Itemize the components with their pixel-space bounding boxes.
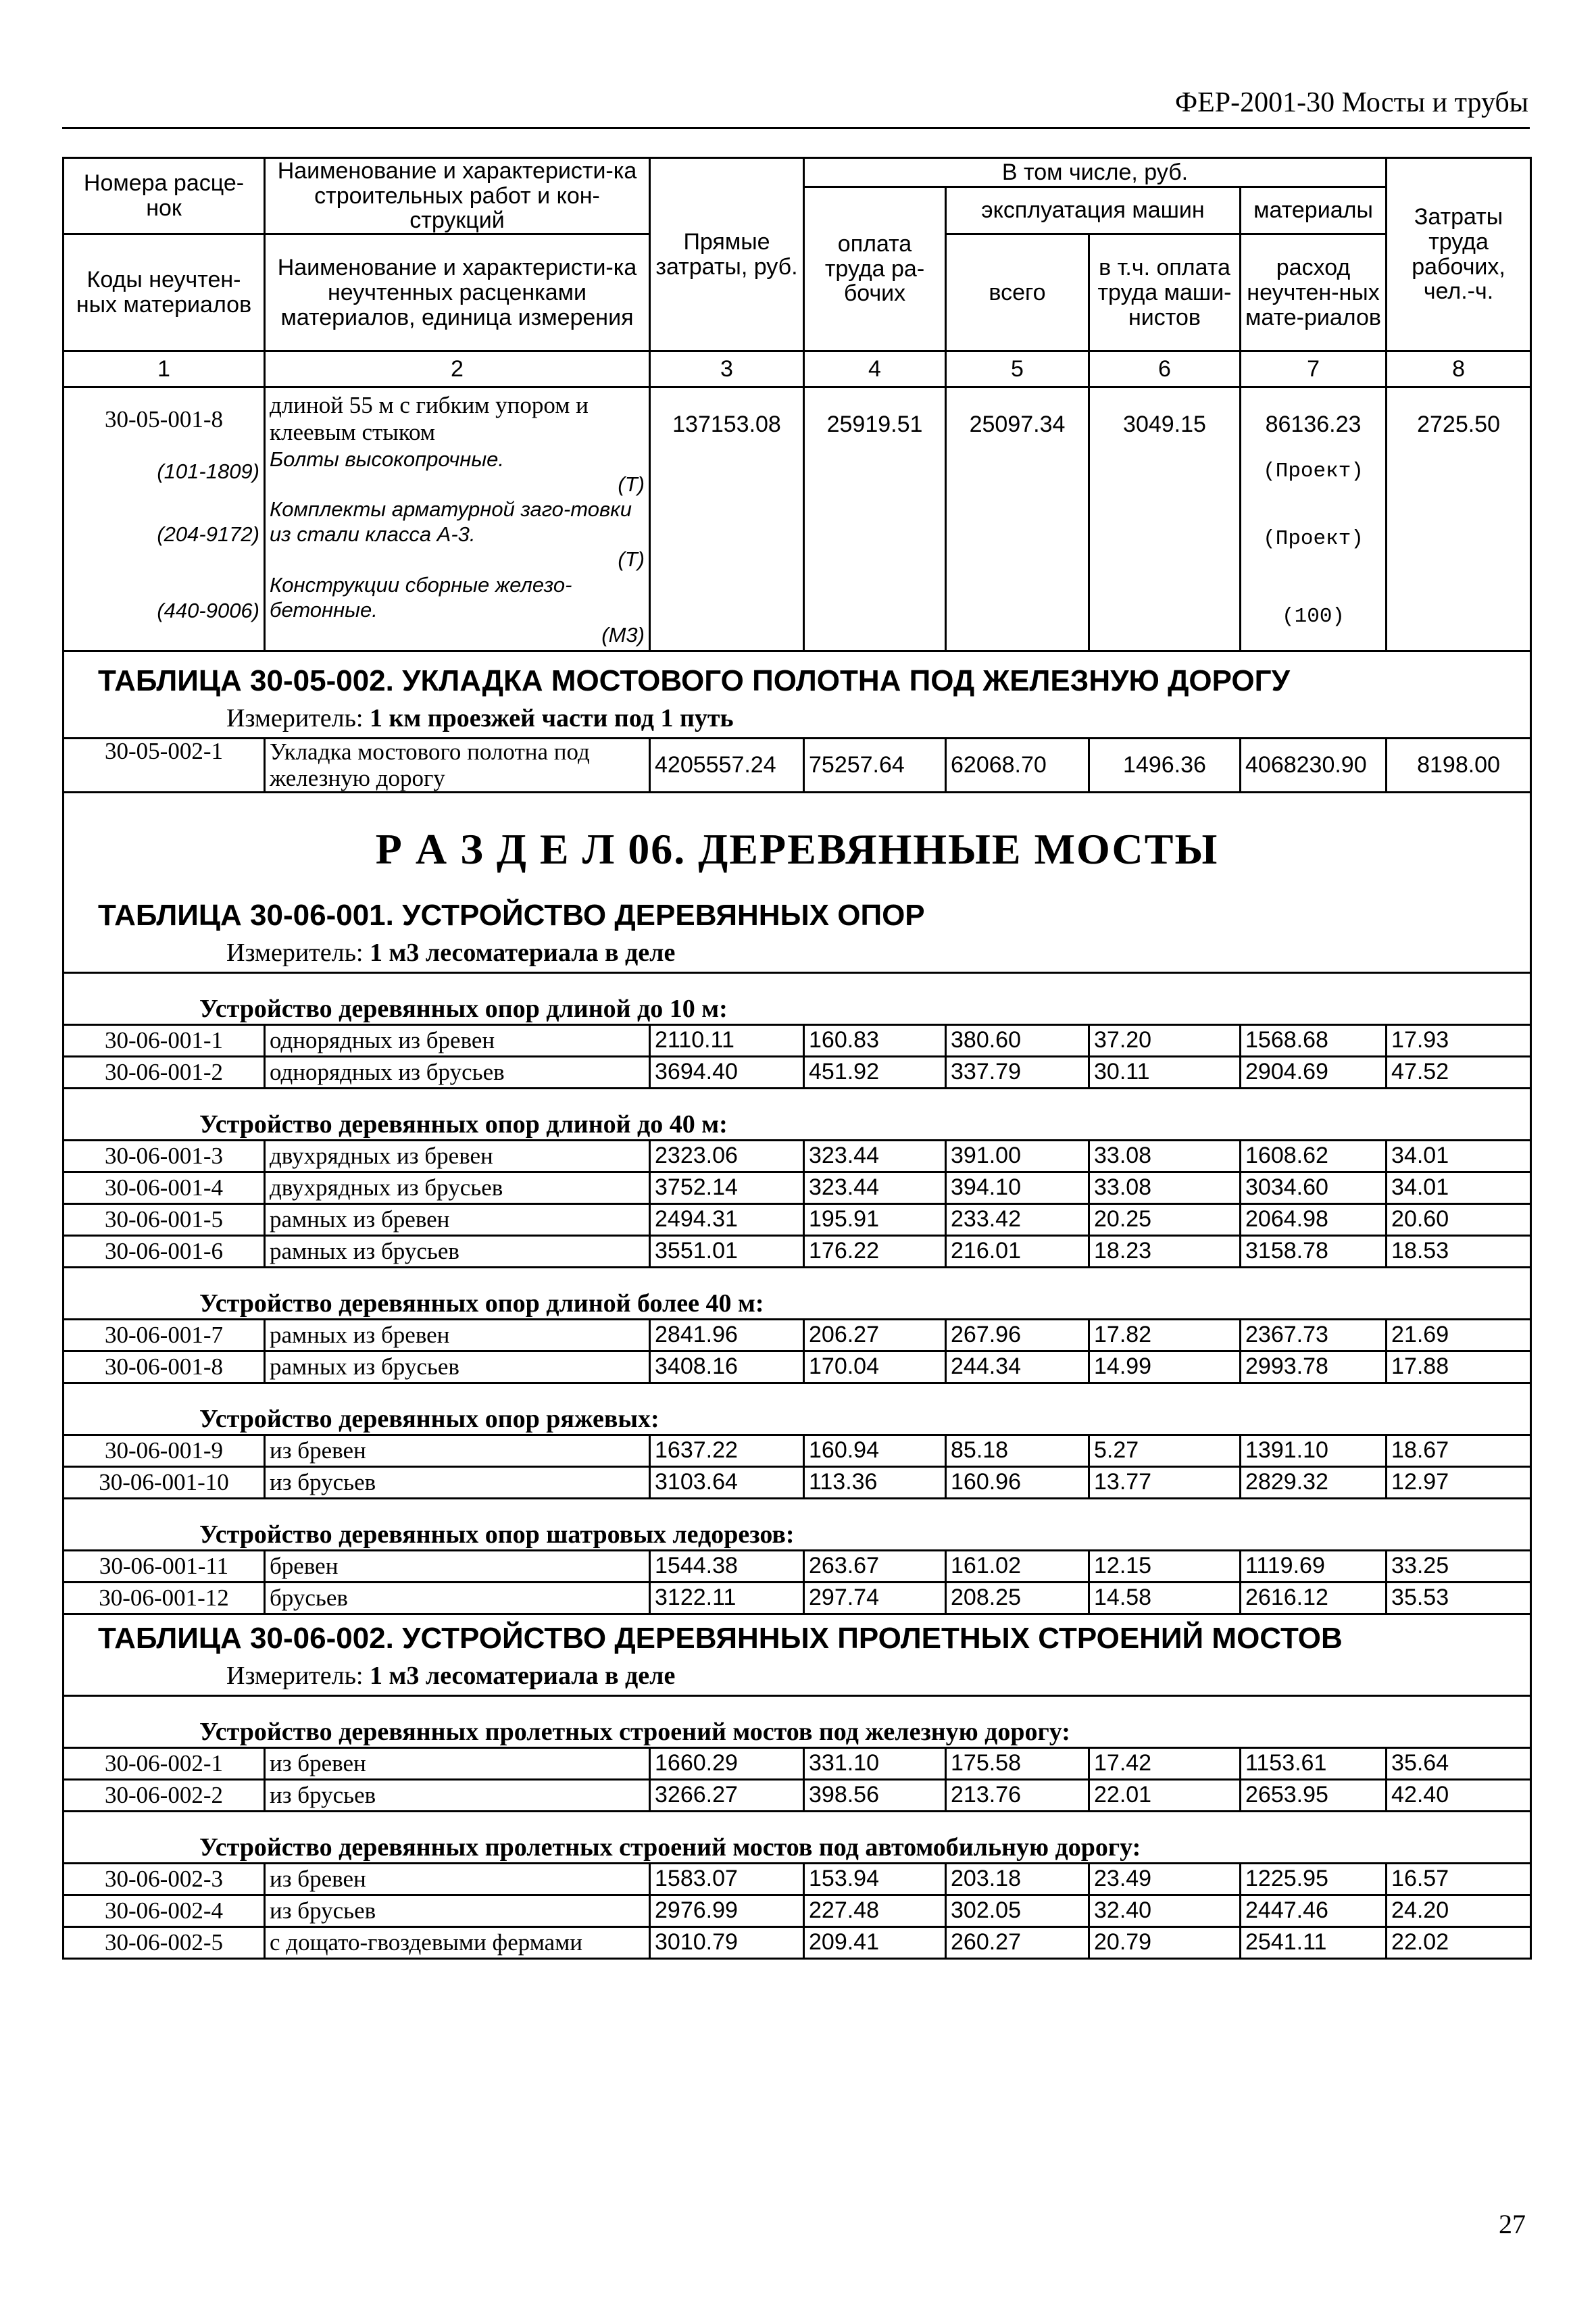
row-name: из бревен [265,1748,650,1780]
row-labor-cost: 18.67 [1387,1435,1531,1467]
col-num-6: 6 [1089,351,1241,387]
table-06-002-title: ТАБЛИЦА 30-06-002. УСТРОЙСТВО ДЕРЕВЯННЫХ ПРОЛЕТНЫХ СТРОЕНИЙ МОСТОВ [64,1614,1531,1660]
col-num-2: 2 [265,351,650,387]
row-machines: 391.00 [946,1141,1089,1172]
row-machines: 394.10 [946,1172,1089,1204]
col-materials: материалы [1241,187,1387,234]
meter-value: 1 м3 лесоматериала в деле [370,939,676,968]
material-name-text: Конструкции сборные железо-бетонные. [270,572,572,622]
col-num-3: 3 [650,351,804,387]
row-machines: 244.34 [946,1351,1089,1383]
row-code: 30-06-001-11 [64,1551,265,1583]
row-labor-cost: 24.20 [1387,1895,1531,1927]
table-row [64,1057,1531,1089]
row-machines-labor: 18.23 [1089,1236,1241,1268]
meter-value: 1 км проезжей части под 1 путь [370,704,734,733]
row-direct: 3266.27 [650,1780,804,1812]
row-labor: 176.22 [804,1236,946,1268]
col-num-1: 1 [64,351,265,387]
row-direct: 3752.14 [650,1172,804,1204]
row-machines: 380.60 [946,1025,1089,1057]
material-name-text: Болты высокопрочные. [270,447,504,471]
row-direct: 3551.01 [650,1236,804,1268]
row-code: 30-06-002-3 [64,1864,265,1895]
row-machines: 175.58 [946,1748,1089,1780]
row-direct: 1637.22 [650,1435,804,1467]
row-machines: 260.27 [946,1927,1089,1959]
prev-material-row [64,572,1531,651]
material-unit: (Т) [618,472,645,496]
table-row [64,1780,1531,1812]
row-materials: 4068230.90 [1241,739,1387,793]
material-unit: (Т) [618,547,645,572]
row-code: 30-06-001-7 [64,1320,265,1351]
group-heading: Устройство деревянных опор длиной до 40 м: [64,1089,1531,1141]
prev-labor: 25919.51 [804,387,946,447]
row-machines-labor: 22.01 [1089,1780,1241,1812]
row-code: 30-05-002-1 [64,739,265,793]
row-labor-cost: 18.53 [1387,1236,1531,1268]
row-materials: 2829.32 [1241,1467,1387,1499]
row-materials: 2447.46 [1241,1895,1387,1927]
col-name-bottom: Наименование и характеристи-ка неучтенных расценками материалов, единица измерения [265,234,650,351]
row-code: 30-06-001-12 [64,1583,265,1614]
material-value: (100) [1241,572,1387,651]
row-machines-labor: 1496.36 [1089,739,1241,793]
row-labor: 160.83 [804,1025,946,1057]
row-labor-cost: 22.02 [1387,1927,1531,1959]
row-machines-labor: 17.42 [1089,1748,1241,1780]
col-materials-sub: расход неучтен-ных мате-риалов [1241,234,1387,351]
row-direct: 3103.64 [650,1467,804,1499]
row-machines-labor: 33.08 [1089,1141,1241,1172]
row-materials: 2653.95 [1241,1780,1387,1812]
row-code: 30-06-001-1 [64,1025,265,1057]
col-codes-top: Номера расце-нок [64,158,265,234]
row-machines: 216.01 [946,1236,1089,1268]
section-title: Р А З Д Е Л 06. ДЕРЕВЯННЫЕ МОСТЫ [64,793,1531,899]
row-machines-labor: 23.49 [1089,1864,1241,1895]
material-code: (204-9172) [64,497,265,572]
row-materials: 3158.78 [1241,1236,1387,1268]
col-num-5: 5 [946,351,1089,387]
row-labor-cost: 34.01 [1387,1172,1531,1204]
row-machines-labor: 30.11 [1089,1057,1241,1089]
material-name [265,447,650,497]
row-code: 30-06-001-4 [64,1172,265,1204]
row-materials: 2904.69 [1241,1057,1387,1089]
table-row [64,1320,1531,1351]
row-code: 30-06-002-5 [64,1927,265,1959]
running-header-title: ФЕР-2001-30 Мосты и трубы [1174,87,1528,118]
row-labor-cost: 17.93 [1387,1025,1531,1057]
row-machines-labor: 20.25 [1089,1204,1241,1236]
row-name: Укладка мостового полотна под железную дорогу [265,739,650,793]
table-06-001-meter [64,937,1531,973]
row-name: бревен [265,1551,650,1583]
row-labor: 451.92 [804,1057,946,1089]
row-name: из брусьев [265,1780,650,1812]
table-row [64,739,1531,793]
row-machines: 85.18 [946,1435,1089,1467]
row-materials: 1153.61 [1241,1748,1387,1780]
table-row [64,1927,1531,1959]
row-materials: 1568.68 [1241,1025,1387,1057]
material-unit: (М3) [601,622,645,647]
prev-machines-labor: 3049.15 [1089,387,1241,447]
table-row [64,1864,1531,1895]
prev-materials: 86136.23 [1241,387,1387,447]
row-labor-cost: 33.25 [1387,1551,1531,1583]
row-name: однорядных из брусьев [265,1057,650,1089]
col-incl: В том числе, руб. [804,158,1387,187]
row-name: однорядных из бревен [265,1025,650,1057]
group-heading: Устройство деревянных опор длиной более 40 м: [64,1268,1531,1320]
row-name: двухрядных из брусьев [265,1172,650,1204]
row-materials: 2541.11 [1241,1927,1387,1959]
col-codes-bottom: Коды неучтен-ных материалов [64,234,265,351]
row-code: 30-06-001-8 [64,1351,265,1383]
group-heading: Устройство деревянных пролетных строений мостов под железную дорогу: [64,1696,1531,1748]
row-name: из брусьев [265,1895,650,1927]
row-labor-cost: 35.53 [1387,1583,1531,1614]
table-row [64,1025,1531,1057]
row-name: рамных из бревен [265,1204,650,1236]
row-labor-cost: 21.69 [1387,1320,1531,1351]
table-row [64,1236,1531,1268]
prev-machines: 25097.34 [946,387,1089,447]
row-name: из бревен [265,1435,650,1467]
row-materials: 2993.78 [1241,1351,1387,1383]
row-machines: 160.96 [946,1467,1089,1499]
row-machines-labor: 20.79 [1089,1927,1241,1959]
row-direct: 3694.40 [650,1057,804,1089]
row-direct: 2841.96 [650,1320,804,1351]
prev-material-row [64,497,1531,572]
row-materials: 2064.98 [1241,1204,1387,1236]
page-number: 27 [1499,2209,1526,2239]
row-code: 30-06-001-2 [64,1057,265,1089]
row-labor: 113.36 [804,1467,946,1499]
col-num-4: 4 [804,351,946,387]
table-row [64,1172,1531,1204]
row-code: 30-06-002-4 [64,1895,265,1927]
prev-material-row [64,447,1531,497]
row-materials: 2616.12 [1241,1583,1387,1614]
table-row [64,1583,1531,1614]
row-labor-cost: 34.01 [1387,1141,1531,1172]
row-materials: 2367.73 [1241,1320,1387,1351]
row-labor: 398.56 [804,1780,946,1812]
row-labor: 263.67 [804,1551,946,1583]
material-value: (Проект) [1241,447,1387,497]
row-labor-cost: 17.88 [1387,1351,1531,1383]
row-direct: 4205557.24 [650,739,804,793]
prev-labor-cost: 2725.50 [1387,387,1531,447]
table-row [64,1551,1531,1583]
row-labor: 206.27 [804,1320,946,1351]
col-machines: эксплуатация машин [946,187,1241,234]
row-direct: 2976.99 [650,1895,804,1927]
row-labor: 195.91 [804,1204,946,1236]
table-06-001-title: ТАБЛИЦА 30-06-001. УСТРОЙСТВО ДЕРЕВЯННЫХ ОПОР [64,899,1531,937]
col-direct: Прямые затраты, руб. [650,158,804,351]
header-rule [62,127,1530,129]
row-machines-labor: 33.08 [1089,1172,1241,1204]
material-code: (101-1809) [64,447,265,497]
table-row [64,1748,1531,1780]
row-labor: 227.48 [804,1895,946,1927]
row-name: брусьев [265,1583,650,1614]
row-machines: 267.96 [946,1320,1089,1351]
row-code: 30-06-002-2 [64,1780,265,1812]
row-code: 30-06-001-9 [64,1435,265,1467]
row-machines-labor: 12.15 [1089,1551,1241,1583]
row-direct: 2323.06 [650,1141,804,1172]
row-labor-cost: 35.64 [1387,1748,1531,1780]
col-num-8: 8 [1387,351,1531,387]
material-value: (Проект) [1241,497,1387,572]
row-code: 30-06-001-3 [64,1141,265,1172]
row-machines-labor: 14.99 [1089,1351,1241,1383]
prev-direct: 137153.08 [650,387,804,447]
row-machines: 208.25 [946,1583,1089,1614]
row-machines-labor: 37.20 [1089,1025,1241,1057]
row-labor: 209.41 [804,1927,946,1959]
row-materials: 1391.10 [1241,1435,1387,1467]
table-row [64,1467,1531,1499]
table-row [64,1351,1531,1383]
row-labor: 331.10 [804,1748,946,1780]
meter-label: Измеритель: [226,939,364,968]
row-materials: 1608.62 [1241,1141,1387,1172]
row-direct: 1583.07 [650,1864,804,1895]
row-direct: 3122.11 [650,1583,804,1614]
row-machines-labor: 32.40 [1089,1895,1241,1927]
table-05-002-meter [64,702,1531,739]
col-labor-cost: Затраты труда рабочих, чел.-ч. [1387,158,1531,351]
row-labor-cost: 42.40 [1387,1780,1531,1812]
row-machines: 233.42 [946,1204,1089,1236]
table-06-002-meter [64,1660,1531,1696]
row-machines: 62068.70 [946,739,1089,793]
row-name: рамных из бревен [265,1320,650,1351]
material-name-text: Комплекты арматурной заго-товки из стали класса А-3. [270,497,632,547]
row-machines-labor: 5.27 [1089,1435,1241,1467]
group-heading: Устройство деревянных пролетных строений мостов под автомобильную дорогу: [64,1812,1531,1864]
meter-label: Измеритель: [226,1662,364,1691]
group-heading: Устройство деревянных опор ряжевых: [64,1383,1531,1435]
row-direct: 2110.11 [650,1025,804,1057]
meter-value: 1 м3 лесоматериала в деле [370,1662,676,1691]
material-code: (440-9006) [64,572,265,651]
row-labor: 323.44 [804,1172,946,1204]
row-name: рамных из брусьев [265,1351,650,1383]
row-machines: 302.05 [946,1895,1089,1927]
row-machines: 203.18 [946,1864,1089,1895]
row-labor: 297.74 [804,1583,946,1614]
row-code: 30-06-001-10 [64,1467,265,1499]
table-row [64,1141,1531,1172]
row-labor: 75257.64 [804,739,946,793]
table-row [64,1204,1531,1236]
row-name: из бревен [265,1864,650,1895]
row-labor-cost: 16.57 [1387,1864,1531,1895]
row-labor: 323.44 [804,1141,946,1172]
row-labor-cost: 8198.00 [1387,739,1531,793]
col-labor: оплата труда ра-бочих [804,187,946,351]
row-machines-labor: 14.58 [1089,1583,1241,1614]
row-name: рамных из брусьев [265,1236,650,1268]
row-labor: 160.94 [804,1435,946,1467]
col-name-top: Наименование и характеристи-ка строительных работ и кон-струкций [265,158,650,234]
prev-name: длиной 55 м с гибким упором и клеевым стыком [265,387,650,447]
rates-table [62,157,1532,1960]
col-machines-labor: в т.ч. оплата труда маши-нистов [1089,234,1241,351]
material-name [265,572,650,651]
row-labor: 170.04 [804,1351,946,1383]
row-labor-cost: 47.52 [1387,1057,1531,1089]
row-name: с дощато-гвоздевыми фермами [265,1927,650,1959]
row-code: 30-06-002-1 [64,1748,265,1780]
row-direct: 1660.29 [650,1748,804,1780]
row-labor-cost: 12.97 [1387,1467,1531,1499]
row-direct: 2494.31 [650,1204,804,1236]
row-machines: 161.02 [946,1551,1089,1583]
material-name [265,497,650,572]
row-machines: 337.79 [946,1057,1089,1089]
prev-code: 30-05-001-8 [64,387,265,447]
row-name: из брусьев [265,1467,650,1499]
row-direct: 3010.79 [650,1927,804,1959]
table-row [64,1435,1531,1467]
row-labor: 153.94 [804,1864,946,1895]
col-machines-total: всего [946,234,1089,351]
row-materials: 1119.69 [1241,1551,1387,1583]
col-num-7: 7 [1241,351,1387,387]
group-heading: Устройство деревянных опор шатровых ледорезов: [64,1499,1531,1551]
row-machines: 213.76 [946,1780,1089,1812]
row-materials: 3034.60 [1241,1172,1387,1204]
row-code: 30-06-001-5 [64,1204,265,1236]
row-direct: 1544.38 [650,1551,804,1583]
row-materials: 1225.95 [1241,1864,1387,1895]
group-heading: Устройство деревянных опор длиной до 10 м: [64,973,1531,1025]
row-code: 30-06-001-6 [64,1236,265,1268]
row-machines-labor: 13.77 [1089,1467,1241,1499]
row-machines-labor: 17.82 [1089,1320,1241,1351]
table-05-002-title: ТАБЛИЦА 30-05-002. УКЛАДКА МОСТОВОГО ПОЛОТНА ПОД ЖЕЛЕЗНУЮ ДОРОГУ [64,651,1531,703]
row-name: двухрядных из бревен [265,1141,650,1172]
table-row [64,1895,1531,1927]
meter-label: Измеритель: [226,704,364,733]
row-direct: 3408.16 [650,1351,804,1383]
row-labor-cost: 20.60 [1387,1204,1531,1236]
